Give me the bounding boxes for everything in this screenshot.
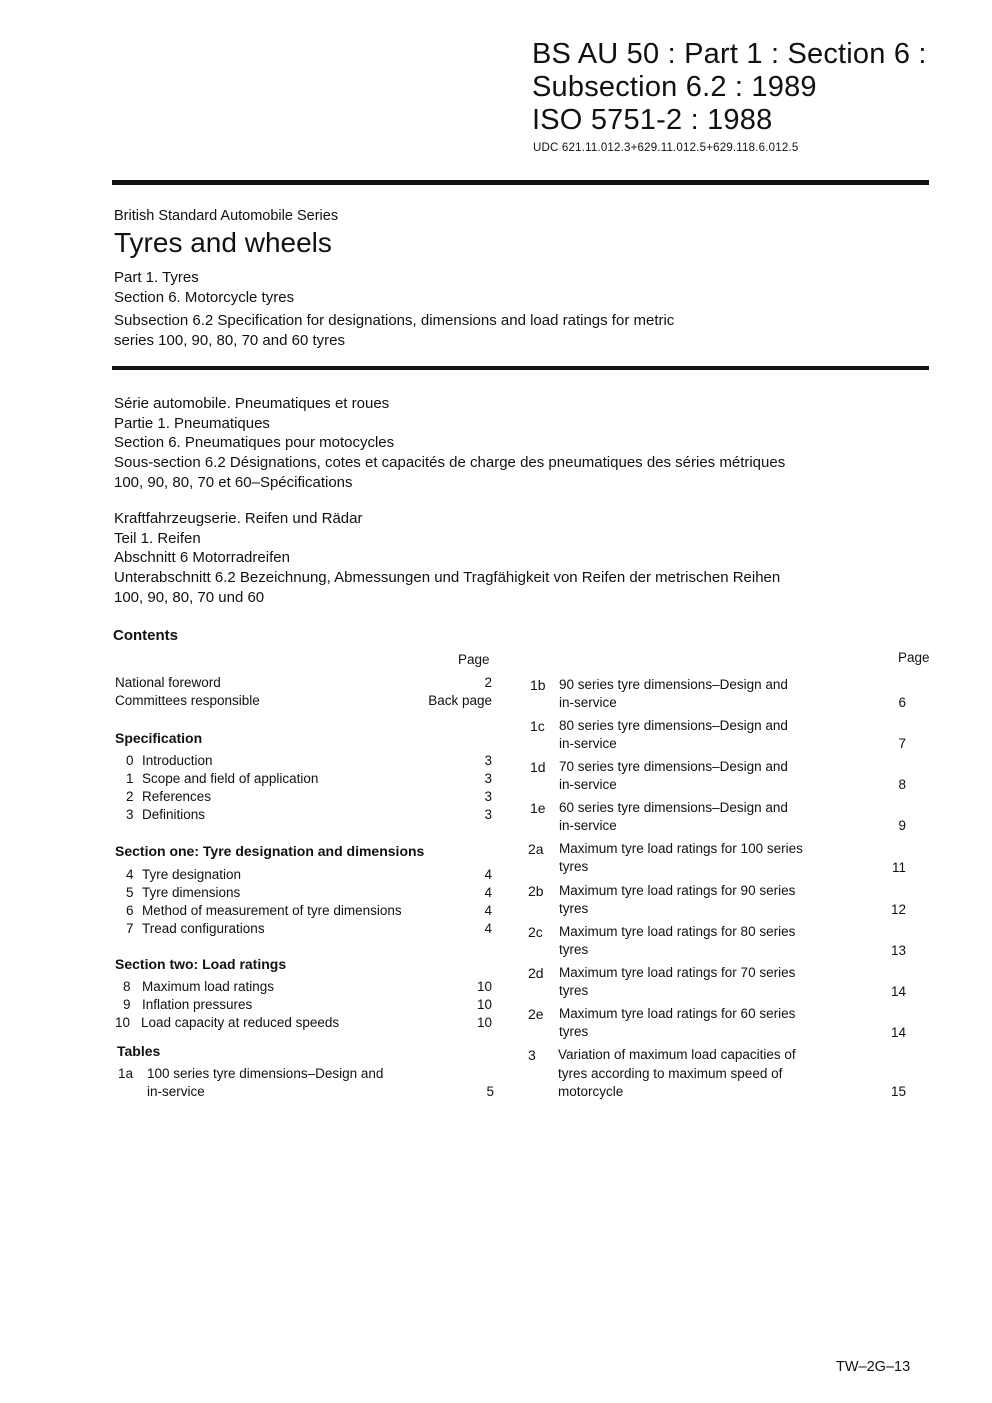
toc-table-1b-line1: 90 series tyre dimensions–Design and (559, 677, 788, 692)
french-line4: Sous-section 6.2 Désignations, cotes et capacités de charge des pneumatiques des séries métriques (114, 454, 786, 472)
toc-table-2e-line2: tyres (559, 1024, 589, 1039)
french-line5: 100, 90, 80, 70 et 60–Spécifications (114, 473, 353, 491)
toc-page: 10 (476, 997, 492, 1012)
section-line: Section 6. Motorcycle tyres (114, 289, 295, 306)
toc-page: 4 (484, 867, 492, 882)
toc-measurement-method: Method of measurement of tyre dimensions (142, 903, 402, 918)
mid-rule (112, 366, 929, 370)
german-line1: Kraftfahrzeugserie. Reifen und Rädar (114, 510, 363, 527)
toc-page: 6 (898, 695, 906, 710)
toc-code: 1b (530, 677, 546, 693)
toc-table-3-line3: motorcycle (558, 1084, 624, 1099)
toc-page: 4 (484, 921, 492, 936)
toc-table-2b-line2: tyres (559, 901, 589, 916)
toc-page: 9 (898, 818, 906, 833)
toc-table-2a-line1: Maximum tyre load ratings for 100 series (559, 841, 803, 856)
toc-page: 3 (484, 753, 492, 768)
toc-num: 8 (123, 979, 131, 994)
toc-page: 5 (486, 1084, 494, 1099)
toc-page: 8 (898, 777, 906, 792)
toc-page: Back page (428, 693, 492, 708)
german-line2: Teil 1. Reifen (114, 529, 201, 547)
toc-code: 1d (530, 759, 546, 775)
toc-page: 7 (898, 736, 906, 751)
toc-scope: Scope and field of application (142, 771, 319, 786)
toc-table-1e-line2: in-service (559, 818, 617, 833)
toc-table-2c-line1: Maximum tyre load ratings for 80 series (559, 924, 796, 939)
toc-page: 14 (890, 984, 906, 999)
toc-introduction: Introduction (142, 753, 213, 768)
toc-references: References (142, 789, 212, 804)
toc-page: 3 (484, 807, 492, 822)
toc-code: 2b (528, 883, 544, 899)
toc-page: 3 (484, 771, 492, 786)
toc-table-3-line2: tyres according to maximum speed of (558, 1066, 783, 1081)
french-line2: Partie 1. Pneumatiques (114, 414, 270, 432)
toc-num: 7 (126, 921, 134, 936)
toc-code: 1a (118, 1066, 134, 1081)
part-line: Part 1. Tyres (114, 269, 199, 286)
toc-code: 3 (528, 1047, 536, 1063)
toc-table-1d-line2: in-service (559, 777, 617, 792)
french-line3: Section 6. Pneumatiques pour motocycles (114, 434, 395, 452)
toc-table-1e-line1: 60 series tyre dimensions–Design and (559, 800, 788, 815)
specification-heading: Specification (115, 730, 203, 746)
toc-num: 0 (126, 753, 134, 768)
toc-num: 3 (126, 807, 134, 822)
toc-definitions: Definitions (142, 807, 206, 822)
toc-tread-configurations: Tread configurations (142, 921, 265, 936)
toc-num: 2 (126, 789, 134, 804)
toc-committees: Committees responsible (115, 693, 260, 708)
toc-table-1a-line2: in-service (147, 1084, 205, 1099)
toc-num: 9 (123, 997, 131, 1012)
standard-number-line2: Subsection 6.2 : 1989 (532, 71, 817, 103)
toc-code: 2d (528, 965, 544, 981)
toc-table-1b-line2: in-service (559, 695, 617, 710)
series-name: British Standard Automobile Series (114, 208, 339, 224)
toc-code: 1e (530, 800, 546, 816)
toc-page: 10 (476, 1015, 492, 1030)
toc-maximum-load-ratings: Maximum load ratings (142, 979, 275, 994)
toc-national-foreword: National foreword (115, 675, 221, 690)
subsection-line1: Subsection 6.2 Specification for designations, dimensions and load ratings for metric (114, 312, 675, 329)
top-rule (112, 180, 929, 185)
german-line3: Abschnitt 6 Motorradreifen (114, 549, 290, 567)
toc-page: 14 (890, 1025, 906, 1040)
toc-table-1d-line1: 70 series tyre dimensions–Design and (559, 759, 788, 774)
french-title-block (114, 394, 914, 493)
tables-heading: Tables (117, 1043, 161, 1059)
toc-num: 6 (126, 903, 134, 918)
toc-table-2b-line1: Maximum tyre load ratings for 90 series (559, 883, 796, 898)
toc-page: 4 (484, 903, 492, 918)
udc-code: UDC 621.11.012.3+629.11.012.5+629.118.6.012.5 (533, 142, 799, 154)
footer-code: TW–2G–13 (836, 1359, 911, 1375)
toc-page: 15 (890, 1084, 906, 1099)
subsection-line2: series 100, 90, 80, 70 and 60 tyres (114, 332, 345, 349)
toc-table-1a-line1: 100 series tyre dimensions–Design and (147, 1066, 384, 1081)
toc-num: 4 (126, 867, 134, 882)
toc-table-2a-line2: tyres (559, 859, 589, 874)
toc-code: 2a (528, 841, 544, 857)
toc-num: 5 (126, 885, 134, 900)
section-two-heading: Section two: Load ratings (115, 956, 287, 972)
german-title-block (114, 509, 914, 608)
toc-inflation-pressures: Inflation pressures (142, 997, 253, 1012)
german-line4: Unterabschnitt 6.2 Bezeichnung, Abmessungen und Tragfähigkeit von Reifen der metrischen Reihen (114, 569, 781, 587)
toc-table-3-line1: Variation of maximum load capacities of (558, 1047, 796, 1062)
toc-table-1c-line2: in-service (559, 736, 617, 751)
toc-page: 10 (476, 979, 492, 994)
toc-load-capacity: Load capacity at reduced speeds (141, 1015, 340, 1030)
right-page-label: Page (898, 650, 930, 665)
toc-table-2c-line2: tyres (559, 942, 589, 957)
toc-page: 4 (484, 885, 492, 900)
toc-code: 2e (528, 1006, 544, 1022)
standard-number-line1: BS AU 50 : Part 1 : Section 6 : (532, 38, 927, 70)
left-page-label: Page (458, 652, 490, 667)
toc-tyre-designation: Tyre designation (142, 867, 242, 882)
contents-heading: Contents (113, 627, 178, 644)
toc-page: 13 (890, 943, 906, 958)
german-line5: 100, 90, 80, 70 und 60 (114, 588, 265, 606)
toc-num: 10 (115, 1015, 131, 1030)
toc-page: 2 (484, 675, 492, 690)
page-title: Tyres and wheels (114, 227, 332, 258)
toc-page: 12 (890, 902, 906, 917)
toc-page: 11 (891, 860, 906, 875)
toc-table-2d-line2: tyres (559, 983, 589, 998)
toc-code: 1c (530, 718, 545, 734)
toc-code: 2c (528, 924, 543, 940)
toc-num: 1 (126, 771, 134, 786)
toc-tyre-dimensions: Tyre dimensions (142, 885, 241, 900)
section-one-heading: Section one: Tyre designation and dimensions (115, 843, 425, 859)
french-line1: Série automobile. Pneumatiques et roues (114, 395, 390, 412)
toc-table-2d-line1: Maximum tyre load ratings for 70 series (559, 965, 796, 980)
toc-table-1c-line1: 80 series tyre dimensions–Design and (559, 718, 788, 733)
toc-table-2e-line1: Maximum tyre load ratings for 60 series (559, 1006, 796, 1021)
toc-page: 3 (484, 789, 492, 804)
standard-number-line3: ISO 5751-2 : 1988 (532, 104, 773, 136)
